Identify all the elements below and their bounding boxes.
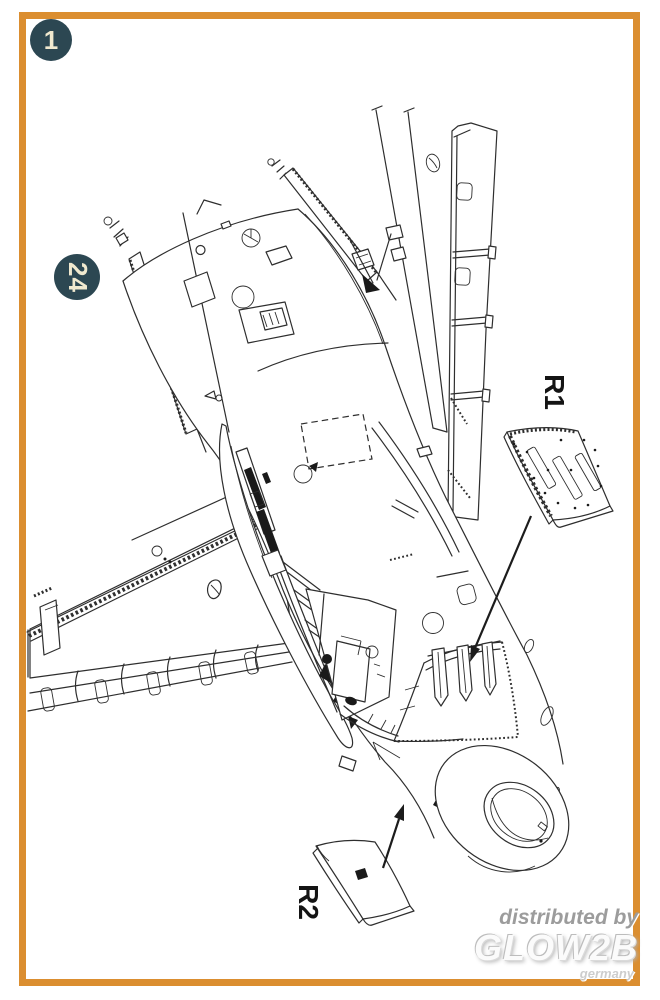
step-number: 1 <box>43 24 59 55</box>
step-number-badge <box>30 19 72 61</box>
watermark-brand: GLOW2B <box>474 927 638 968</box>
right-wing <box>448 123 497 520</box>
watermark-country: germany <box>579 966 634 981</box>
r2-arrow <box>383 804 404 868</box>
part-count: 24 <box>62 261 93 293</box>
distributor-watermark <box>474 907 638 980</box>
watermark-distributed-by: distributed by <box>499 906 638 929</box>
part-count-badge <box>54 254 100 300</box>
part-r1-panel <box>504 428 613 528</box>
callout-label-r1: R1 <box>539 374 570 410</box>
part-r2-panel <box>313 840 414 925</box>
callout-label-r2: R2 <box>293 884 324 920</box>
